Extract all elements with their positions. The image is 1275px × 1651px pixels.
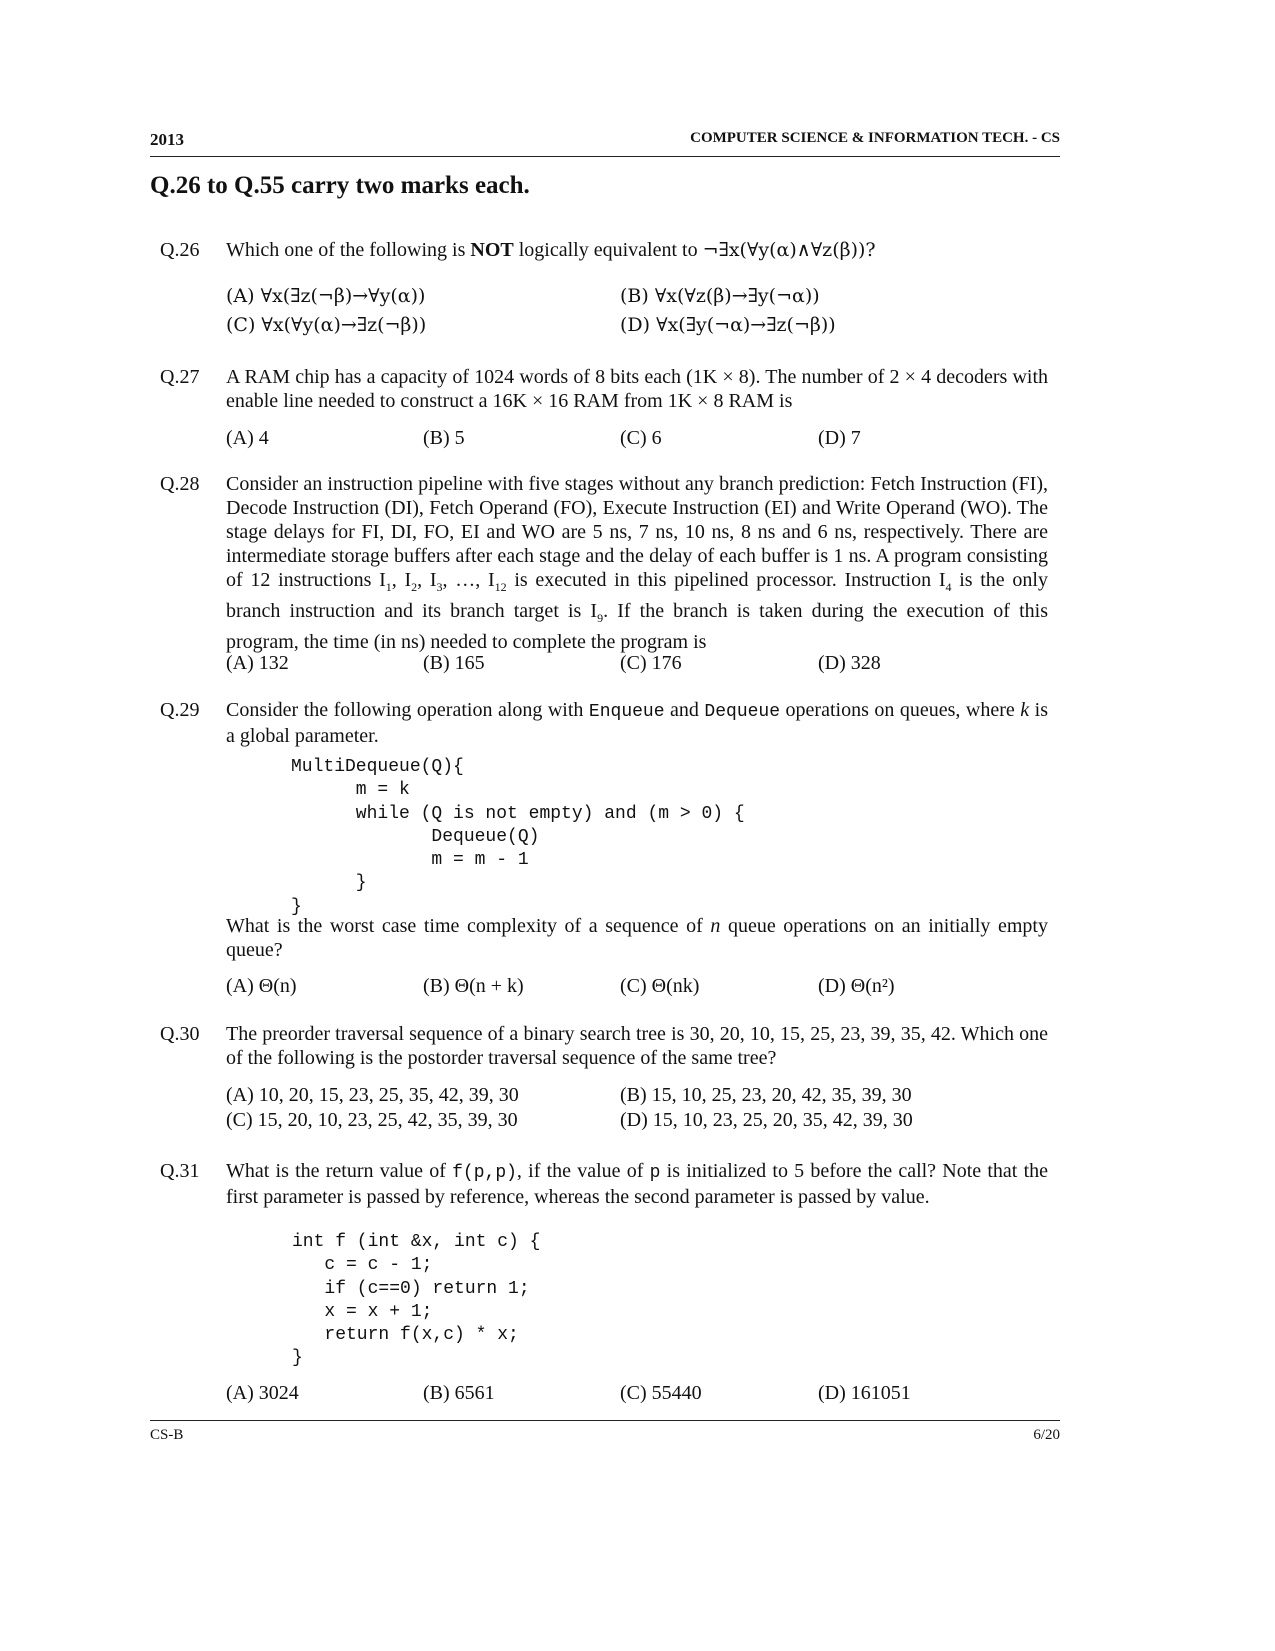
- option-b: (B) 5: [423, 427, 465, 449]
- option-d: (D) 161051: [818, 1382, 911, 1404]
- header-subject: COMPUTER SCIENCE & INFORMATION TECH. - CS: [690, 130, 1060, 146]
- code-block: int f (int &x, int c) { c = c - 1; if (c==0) return 1; x = x + 1; return f(x,c) * x; }: [292, 1232, 541, 1369]
- var-k: k: [1020, 699, 1030, 721]
- question-text-continued: What is the worst case time complexity of a sequence of n queue operations on an initially empty queue?: [226, 915, 1048, 961]
- question-number: Q.30: [160, 1023, 200, 1045]
- option-a: (A) 3024: [226, 1382, 299, 1404]
- option-d: (D) Θ(n²): [818, 975, 895, 997]
- emphasis-not: NOT: [470, 239, 514, 261]
- question-number: Q.26: [160, 239, 200, 261]
- question-number: Q.27: [160, 366, 200, 388]
- code-enqueue: Enqueue: [588, 702, 665, 722]
- option-c: (C) 55440: [620, 1382, 702, 1404]
- var-n: n: [710, 915, 721, 937]
- page-footer: [150, 1420, 1060, 1443]
- option-b: (B) Θ(n + k): [423, 975, 524, 997]
- footer-paper-code: CS-B: [150, 1427, 184, 1443]
- code-block: MultiDequeue(Q){ m = k while (Q is not empty) and (m > 0) { Dequeue(Q) m = m - 1 } }: [291, 757, 745, 917]
- option-a: (A) Θ(n): [226, 975, 297, 997]
- option-c: (C) ∀x(∀y(α)→∃z(¬β)): [226, 314, 427, 336]
- question-text: The preorder traversal sequence of a binary search tree is 30, 20, 10, 15, 25, 23, 39, 35, 42. Which one of the following is the postorder traversal sequence of the same tree?: [226, 1023, 1048, 1069]
- footer-page-number: 6/20: [1033, 1427, 1060, 1443]
- option-b: (B) 165: [423, 652, 485, 674]
- option-b: (B) 6561: [423, 1382, 495, 1404]
- option-a: (A) ∀x(∃z(¬β)→∀y(α)): [226, 285, 426, 307]
- option-d: (D) ∀x(∃y(¬α)→∃z(¬β)): [620, 314, 836, 336]
- option-d: (D) 328: [818, 652, 881, 674]
- code-call: f(p,p): [452, 1163, 517, 1183]
- option-b: (B) 15, 10, 25, 23, 20, 42, 35, 39, 30: [620, 1084, 912, 1106]
- question-text: Which one of the following is NOT logically equivalent to ¬∃x(∀y(α)∧∀z(β))?: [226, 239, 876, 261]
- option-d: (D) 7: [818, 427, 861, 449]
- question-text: A RAM chip has a capacity of 1024 words of 8 bits each (1K × 8). The number of 2 × 4 decoders with enable line needed to construct a 16K × 16 RAM from 1K × 8 RAM is: [226, 366, 1048, 412]
- question-number: Q.29: [160, 699, 200, 721]
- code-dequeue: Dequeue: [704, 702, 781, 722]
- page-header: [150, 130, 1060, 157]
- question-number: Q.31: [160, 1160, 200, 1182]
- option-c: (C) Θ(nk): [620, 975, 700, 997]
- option-c: (C) 15, 20, 10, 23, 25, 42, 35, 39, 30: [226, 1109, 518, 1131]
- option-a: (A) 10, 20, 15, 23, 25, 35, 42, 39, 30: [226, 1084, 519, 1106]
- question-text: Consider an instruction pipeline with five stages without any branch prediction: Fetch Instruction (FI), Decode Instruction (DI), Fetch Operand (FO), Execute Instruction (EI) and Write Operand (WO). The stage delays for FI, DI, FO, EI and WO are 5 ns, 7 ns, 10 ns, 8 ns and 6 ns, respectively. There are intermediate storage buffers after each stage and the delay of each buffer is 1 ns. A program consisting of 12 instructions $I_1$, $I_2$, $I_3$, …, $I_{12}$ is executed in this pipelined processor. Instruction $I_4$ is the only branch instruction and its branch target is $I_9$. If the branch is taken during the execution of this program, the time (in ns) needed to complete the program is: [226, 473, 1048, 653]
- option-d: (D) 15, 10, 23, 25, 20, 35, 42, 39, 30: [620, 1109, 913, 1131]
- option-b: (B) ∀x(∀z(β)→∃y(¬α)): [620, 285, 820, 307]
- option-a: (A) 4: [226, 427, 269, 449]
- header-year: 2013: [150, 130, 184, 149]
- question-text: Consider the following operation along with Enqueue and Dequeue operations on queues, where k is a global parameter.: [226, 699, 1048, 747]
- section-title: Q.26 to Q.55 carry two marks each.: [150, 172, 530, 199]
- question-text: What is the return value of f(p,p), if the value of p is initialized to 5 before the call? Note that the first parameter is passed by reference, whereas the second parameter is passed by value.: [226, 1160, 1049, 1208]
- formula: ¬∃x(∀y(α)∧∀z(β))?: [702, 239, 876, 261]
- option-c: (C) 176: [620, 652, 682, 674]
- code-p: p: [649, 1163, 661, 1183]
- question-number: Q.28: [160, 473, 200, 495]
- option-a: (A) 132: [226, 652, 289, 674]
- option-c: (C) 6: [620, 427, 662, 449]
